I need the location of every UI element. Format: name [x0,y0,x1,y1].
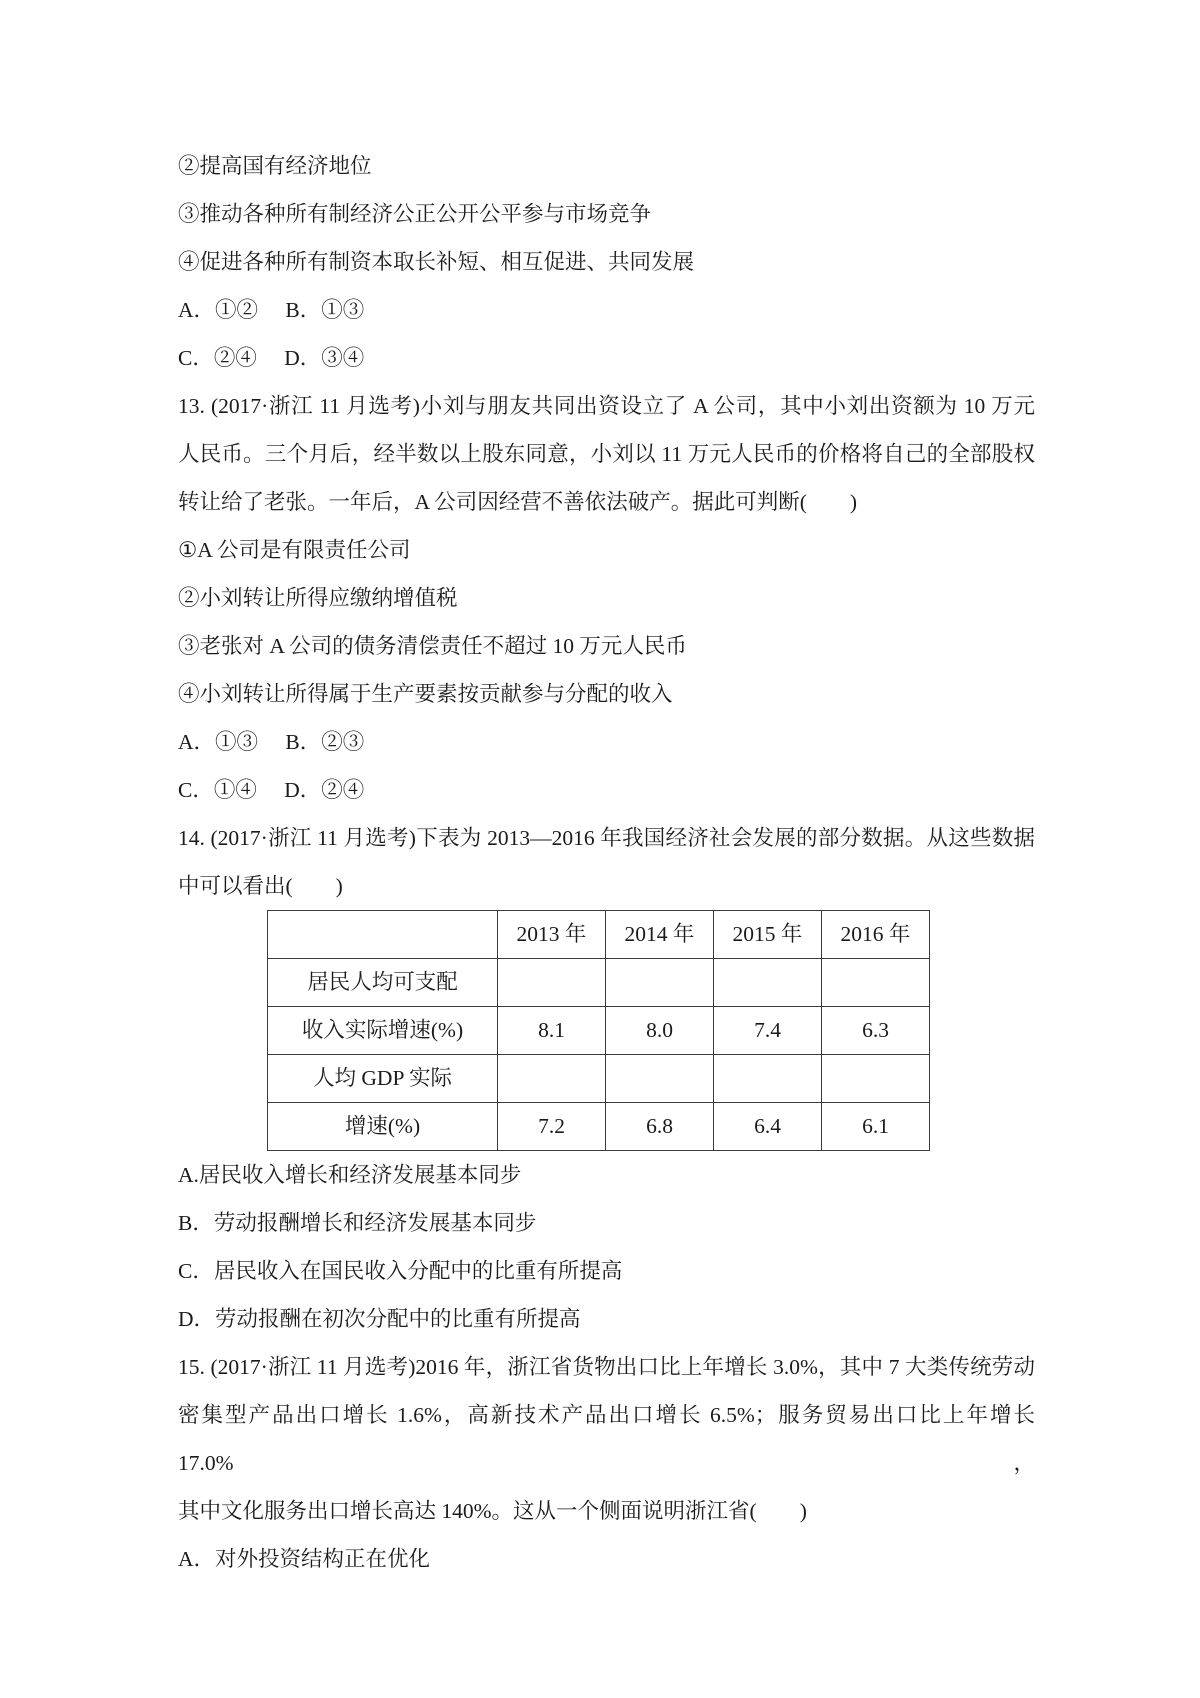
option-label: B． [285,730,322,754]
option-label: D． [284,346,322,370]
q13-item-2: ②小刘转让所得应缴纳增值税 [178,586,458,610]
q13-option-d [284,778,364,802]
option-label: C． [178,778,214,802]
q13-item-4: ④小刘转让所得属于生产要素按贡献参与分配的收入 [178,682,673,706]
table-cell [714,959,822,1007]
table-row-label: 居民人均可支配 [268,959,498,1007]
q14-option-b [178,1199,1035,1247]
table-cell [606,959,714,1007]
q13-text-line-2: 人民币。三个月后，经半数以上股东同意，小刘以 11 万元人民币的价格将自己的全部股权 [178,442,1035,466]
q13-option-c [178,778,257,802]
option-label: C． [178,346,214,370]
table-header-cell [268,911,498,959]
option-text: 劳动报酬增长和经济发展基本同步 [213,1211,537,1235]
table-cell: 8.0 [606,1007,714,1055]
option-label: A． [178,1547,216,1571]
option-label: D． [284,778,322,802]
q14-lead-line-1: 14. (2017·浙江 11 月选考)下表为 2013—2016 年我国经济社会发展的部分数据。从这些数据 [178,826,1035,850]
q13-option-a [178,730,258,754]
table-cell: 7.4 [714,1007,822,1055]
table-header-cell: 2013 年 [498,911,606,959]
option-text: 居民收入在国民收入分配中的比重有所提高 [213,1259,623,1283]
q14-option-c [178,1247,1035,1295]
table-cell [498,1055,606,1103]
q14-option-d [178,1295,1035,1343]
q14-data-table [267,910,930,1151]
q12-option-c [178,346,257,370]
q12-options-row-ab [178,286,1035,334]
option-value: ①④ [213,778,257,802]
table-row-label: 增速(%) [268,1103,498,1151]
option-label: D． [178,1307,216,1331]
q14-option-a [178,1151,1035,1199]
table-row [268,1103,930,1151]
q13-option-b [285,730,364,754]
q14-lead-line-2: 中可以看出( ) [178,874,343,898]
table-cell: 6.4 [714,1103,822,1151]
q13-text-line-1: 13. (2017·浙江 11 月选考)小刘与朋友共同出资设立了 A 公司，其中小刘出资额为 10 万元 [178,394,1035,418]
option-label: C． [178,1259,214,1283]
option-text: 对外投资结构正在优化 [215,1547,431,1571]
option-text: 劳动报酬在初次分配中的比重有所提高 [215,1307,581,1331]
table-row-label: 收入实际增速(%) [268,1007,498,1055]
q12-options-row-cd [178,334,1035,382]
option-value: ②④ [213,346,257,370]
table-row-label: 人均 GDP 实际 [268,1055,498,1103]
table-cell: 6.3 [822,1007,930,1055]
table-header-cell: 2016 年 [822,911,930,959]
q13-options-row-ab [178,718,1035,766]
table-header-row [268,911,930,959]
q12-option-d [284,346,364,370]
q13-item-1: ①A 公司是有限责任公司 [178,538,411,562]
table-cell: 8.1 [498,1007,606,1055]
page-content [178,142,1035,1583]
q15-option-a [178,1535,1035,1583]
q12-item-4: ④促进各种所有制资本取长补短、相互促进、共同发展 [178,250,695,274]
q15-text-line-1: 15. (2017·浙江 11 月选考)2016 年，浙江省货物出口比上年增长 3.0%，其中 7 大类传统劳动 [178,1355,1035,1379]
q12-option-a [178,298,258,322]
option-text: 居民收入增长和经济发展基本同步 [198,1163,522,1187]
table-row [268,959,930,1007]
table-row [268,1007,930,1055]
table-cell: 6.1 [822,1103,930,1151]
option-value: ①③ [215,730,259,754]
option-value: ①② [215,298,259,322]
q15-text-line-3: 其中文化服务出口增长高达 140%。这从一个侧面说明浙江省( ) [178,1499,807,1523]
option-value: ②④ [321,778,365,802]
option-label: A． [178,298,216,322]
table-cell [714,1055,822,1103]
table-cell [606,1055,714,1103]
option-label: B． [178,1211,214,1235]
option-label: A． [178,730,216,754]
q13-text-line-3: 转让给了老张。一年后，A 公司因经营不善依法破产。据此可判断( ) [178,490,858,514]
table-cell [822,959,930,1007]
q13-options-row-cd [178,766,1035,814]
q12-item-3: ③推动各种所有制经济公正公开公平参与市场竞争 [178,202,652,226]
table-cell: 7.2 [498,1103,606,1151]
option-label: A. [178,1163,199,1187]
table-header-cell: 2015 年 [714,911,822,959]
table-header-cell: 2014 年 [606,911,714,959]
q12-item-2: ②提高国有经济地位 [178,154,372,178]
table-cell [498,959,606,1007]
option-value: ③④ [321,346,365,370]
q12-option-b [285,298,364,322]
q15-text-line-2: 密集型产品出口增长 1.6%，高新技术产品出口增长 6.5%；服务贸易出口比上年增长 17.0%， [178,1403,1035,1475]
option-label: B． [285,298,322,322]
table-row [268,1055,930,1103]
table-cell [822,1055,930,1103]
option-value: ②③ [321,730,365,754]
table-cell: 6.8 [606,1103,714,1151]
q13-item-3: ③老张对 A 公司的债务清偿责任不超过 10 万元人民币 [178,634,687,658]
option-value: ①③ [321,298,365,322]
